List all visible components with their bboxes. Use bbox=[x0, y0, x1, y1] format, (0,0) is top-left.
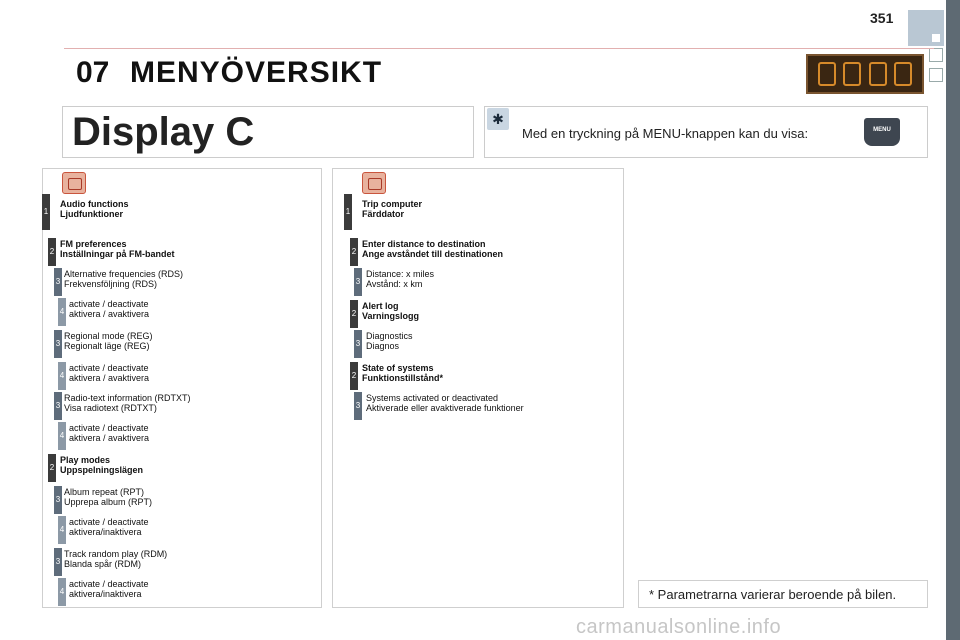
side-bar bbox=[946, 0, 960, 640]
audio-level-badge: 3 bbox=[54, 268, 62, 296]
trip-menu-item bbox=[362, 363, 443, 383]
audio-item-english: activate / deactivate bbox=[69, 299, 149, 309]
trip-level-badge: 2 bbox=[350, 362, 358, 390]
trip-computer-panel bbox=[332, 168, 624, 608]
audio-item-swedish: aktivera / avaktivera bbox=[69, 433, 150, 443]
audio-menu-item bbox=[60, 239, 175, 259]
trip-item-swedish: Färddator bbox=[362, 209, 405, 219]
chapter-number: 07 bbox=[76, 56, 110, 89]
trip-item-swedish: Aktiverade eller avaktiverade funktioner bbox=[366, 403, 524, 413]
audio-item-english: FM preferences bbox=[60, 239, 127, 249]
audio-level-badge: 3 bbox=[54, 548, 62, 576]
trip-item-swedish: Avstånd: x km bbox=[366, 279, 423, 289]
side-square-2 bbox=[929, 68, 943, 82]
audio-functions-panel bbox=[42, 168, 322, 608]
audio-item-english: Alternative frequencies (RDS) bbox=[64, 269, 184, 279]
audio-level-badge: 4 bbox=[58, 362, 66, 390]
audio-item-swedish: aktivera/inaktivera bbox=[69, 527, 142, 537]
audio-item-swedish: Frekvensföljning (RDS) bbox=[64, 279, 158, 289]
audio-item-english: Album repeat (RPT) bbox=[64, 487, 145, 497]
lightbulb-icon: ✱ bbox=[487, 108, 509, 130]
audio-menu-item bbox=[64, 331, 153, 351]
audio-level-badge: 2 bbox=[48, 454, 56, 482]
audio-menu-item bbox=[64, 549, 167, 569]
trip-level-badge: 3 bbox=[354, 392, 362, 420]
trip-menu-item bbox=[362, 199, 422, 219]
trip-menu-item bbox=[362, 301, 419, 321]
audio-item-english: Regional mode (REG) bbox=[64, 331, 153, 341]
trip-level-badge: 3 bbox=[354, 268, 362, 296]
trip-computer-icon bbox=[843, 62, 861, 86]
audio-item-swedish: Visa radiotext (RDTXT) bbox=[64, 403, 157, 413]
audio-item-swedish: Ljudfunktioner bbox=[60, 209, 123, 219]
audio-item-english: activate / deactivate bbox=[69, 579, 149, 589]
audio-level-badge: 3 bbox=[54, 486, 62, 514]
trip-item-swedish: Ange avståndet till destinationen bbox=[362, 249, 504, 259]
audio-level-badge: 2 bbox=[48, 238, 56, 266]
audio-item-swedish: aktivera/inaktivera bbox=[69, 589, 142, 599]
audio-item-swedish: Uppspelningslägen bbox=[60, 465, 144, 475]
trip-menu-item bbox=[366, 331, 413, 351]
intro-text: Med en tryckning på MENU-knappen kan du visa: bbox=[522, 126, 809, 141]
trip-item-english: Alert log bbox=[362, 301, 399, 311]
audio-item-english: activate / deactivate bbox=[69, 423, 149, 433]
audio-level-badge: 4 bbox=[58, 298, 66, 326]
audio-item-english: activate / deactivate bbox=[69, 517, 149, 527]
trip-item-english: State of systems bbox=[362, 363, 434, 373]
page-number: 351 bbox=[870, 10, 894, 26]
trip-menu-item bbox=[366, 393, 524, 413]
audio-level-badge: 1 bbox=[42, 194, 50, 230]
audio-item-swedish: Blanda spår (RDM) bbox=[64, 559, 142, 569]
audio-level-badge: 4 bbox=[58, 578, 66, 606]
trip-item-english: Trip computer bbox=[362, 199, 423, 209]
display-title: Display C bbox=[72, 110, 255, 154]
audio-menu-item bbox=[64, 269, 183, 289]
audio-item-english: activate / deactivate bbox=[69, 363, 149, 373]
trip-item-swedish: Funktionstillstånd* bbox=[362, 373, 443, 383]
audio-item-swedish: Upprepa album (RPT) bbox=[64, 497, 153, 507]
trip-item-english: Systems activated or deactivated bbox=[366, 393, 499, 403]
trip-item-english: Enter distance to destination bbox=[362, 239, 486, 249]
trip-level-badge: 1 bbox=[344, 194, 352, 230]
audio-menu-item bbox=[60, 455, 143, 475]
audio-menu-item bbox=[69, 423, 149, 443]
trip-level-badge: 2 bbox=[350, 238, 358, 266]
watermark: carmanualsonline.info bbox=[576, 616, 782, 638]
menu-button-icon: MENU bbox=[864, 118, 900, 146]
trip-level-badge: 2 bbox=[350, 300, 358, 328]
audio-item-swedish: aktivera / avaktivera bbox=[69, 373, 150, 383]
audio-item-swedish: Regionalt läge (REG) bbox=[64, 341, 150, 351]
trip-menu-item bbox=[366, 269, 434, 289]
audio-level-badge: 3 bbox=[54, 392, 62, 420]
footnote: * Parametrarna varierar beroende på bilen. bbox=[638, 580, 928, 608]
personalisation-icon bbox=[869, 62, 887, 86]
audio-item-english: Audio functions bbox=[60, 199, 129, 209]
header-line bbox=[64, 48, 934, 49]
side-square-1 bbox=[929, 48, 943, 62]
audio-menu-item bbox=[69, 579, 149, 599]
audio-level-badge: 4 bbox=[58, 422, 66, 450]
phone-icon bbox=[894, 62, 912, 86]
corner-tab bbox=[908, 10, 944, 46]
audio-menu-item bbox=[69, 299, 149, 319]
audio-menu-item bbox=[64, 487, 152, 507]
audio-icon bbox=[818, 62, 836, 86]
trip-item-english: Diagnostics bbox=[366, 331, 413, 341]
trip-level-badge: 3 bbox=[354, 330, 362, 358]
audio-item-swedish: aktivera / avaktivera bbox=[69, 309, 150, 319]
trip-item-swedish: Diagnos bbox=[366, 341, 400, 351]
trip-item-swedish: Varningslogg bbox=[362, 311, 420, 321]
audio-item-english: Track random play (RDM) bbox=[64, 549, 168, 559]
menu-icons-strip bbox=[806, 54, 924, 94]
audio-menu-item bbox=[69, 363, 149, 383]
trip-computer-icon bbox=[362, 172, 386, 194]
audio-menu-item bbox=[64, 393, 191, 413]
trip-item-english: Distance: x miles bbox=[366, 269, 435, 279]
audio-item-english: Radio-text information (RDTXT) bbox=[64, 393, 191, 403]
chapter-title: MENYÖVERSIKT bbox=[130, 56, 383, 89]
audio-level-badge: 3 bbox=[54, 330, 62, 358]
audio-level-badge: 4 bbox=[58, 516, 66, 544]
audio-menu-item bbox=[69, 517, 149, 537]
trip-menu-item bbox=[362, 239, 503, 259]
audio-item-english: Play modes bbox=[60, 455, 111, 465]
audio-functions-icon bbox=[62, 172, 86, 194]
audio-item-swedish: Inställningar på FM-bandet bbox=[60, 249, 175, 259]
audio-menu-item bbox=[60, 199, 129, 219]
